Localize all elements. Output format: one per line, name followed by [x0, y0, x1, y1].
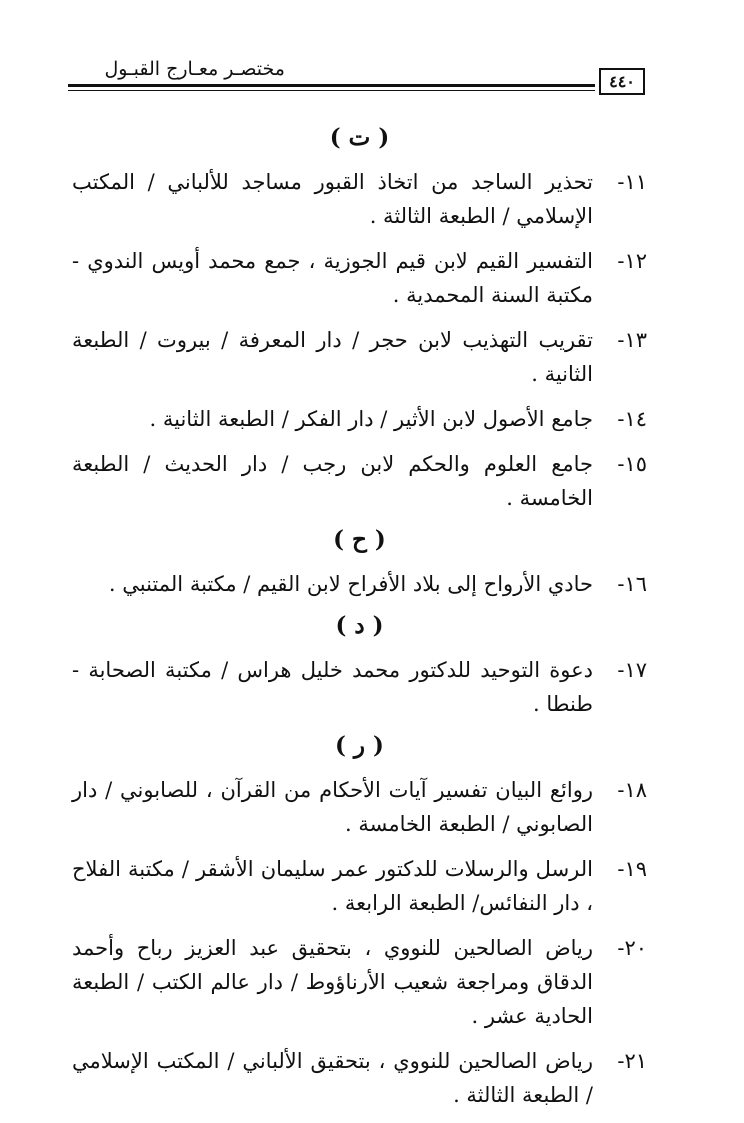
entry-number: ٢٠-: [617, 936, 647, 960]
entry-number: ١٨-: [617, 778, 647, 802]
entry-number: ١٩-: [617, 857, 647, 881]
entry-number: ١٣-: [617, 328, 647, 352]
entry-number: ١٤-: [617, 407, 647, 431]
entry-text: دعوة التوحيد للدكتور محمد خليل هراس / مكتبة الصحابة - طنطا .: [72, 658, 593, 716]
bibliography-entry: [72, 931, 647, 1033]
bibliography-entry: [72, 244, 647, 312]
entry-text: حادي الأرواح إلى بلاد الأفراح لابن القيم / مكتبة المتنبي .: [108, 572, 593, 596]
entry-text: رياض الصالحين للنووي ، بتحقيق عبد العزيز رباح وأحمد الدقاق ومراجعة شعيب الأرناؤوط / دار عالم الكتب / الطبعة الحادية عشر .: [72, 936, 593, 1028]
entry-text: جامع الأصول لابن الأثير / دار الفكر / الطبعة الثانية .: [149, 407, 593, 431]
running-title: مختصـر معـارج القبـول: [104, 58, 285, 80]
bibliography-entry: [72, 653, 647, 721]
entry-number: ١٧-: [617, 658, 647, 682]
entry-number: ١٢-: [617, 249, 647, 273]
entry-text: الرسل والرسلات للدكتور عمر سليمان الأشقر / مكتبة الفلاح ، دار النفائس/ الطبعة الرابعة .: [72, 857, 593, 915]
entry-text: روائع البيان تفسير آيات الأحكام من القرآن ، للصابوني / دار الصابوني / الطبعة الخامسة .: [72, 778, 593, 836]
bibliography-entry: [72, 1044, 647, 1112]
bibliography-content: [72, 118, 647, 1123]
bibliography-entry: [72, 447, 647, 515]
page-number-box: [599, 68, 645, 95]
section-heading: ( ح ): [333, 526, 386, 553]
entry-text: جامع العلوم والحكم لابن رجب / دار الحديث / الطبعة الخامسة .: [72, 452, 593, 510]
section-heading: ( ر ): [335, 732, 384, 759]
header-rule-thin: [68, 90, 595, 91]
entry-text: التفسير القيم لابن قيم الجوزية ، جمع محمد أويس الندوي - مكتبة السنة المحمدية .: [72, 249, 593, 307]
page-header: [68, 56, 645, 100]
bibliography-entry: [72, 773, 647, 841]
entry-text: تحذير الساجد من اتخاذ القبور مساجد للألباني / المكتب الإسلامي / الطبعة الثالثة .: [72, 170, 593, 228]
entry-number: ١١-: [617, 170, 647, 194]
entry-number: ١٥-: [617, 452, 647, 476]
entry-text: تقريب التهذيب لابن حجر / دار المعرفة / بيروت / الطبعة الثانية .: [72, 328, 593, 386]
page-number: ٤٤٠: [609, 72, 635, 91]
section-dal: [72, 612, 647, 721]
section-heading: ( ت ): [329, 124, 390, 151]
entry-text: رياض الصالحين للنووي ، بتحقيق الألباني / المكتب الإسلامي / الطبعة الثالثة .: [72, 1049, 593, 1107]
section-ta: [72, 124, 647, 515]
bibliography-entry: [72, 323, 647, 391]
bibliography-entry: [72, 567, 647, 601]
bibliography-entry: [72, 165, 647, 233]
bibliography-entry: [72, 852, 647, 920]
section-ha: [72, 526, 647, 601]
section-heading: ( د ): [335, 612, 384, 639]
bibliography-entry: [72, 402, 647, 436]
header-rule-thick: [68, 84, 595, 87]
entry-number: ٢١-: [617, 1049, 647, 1073]
section-ra: [72, 732, 647, 1112]
entry-number: ١٦-: [617, 572, 647, 596]
